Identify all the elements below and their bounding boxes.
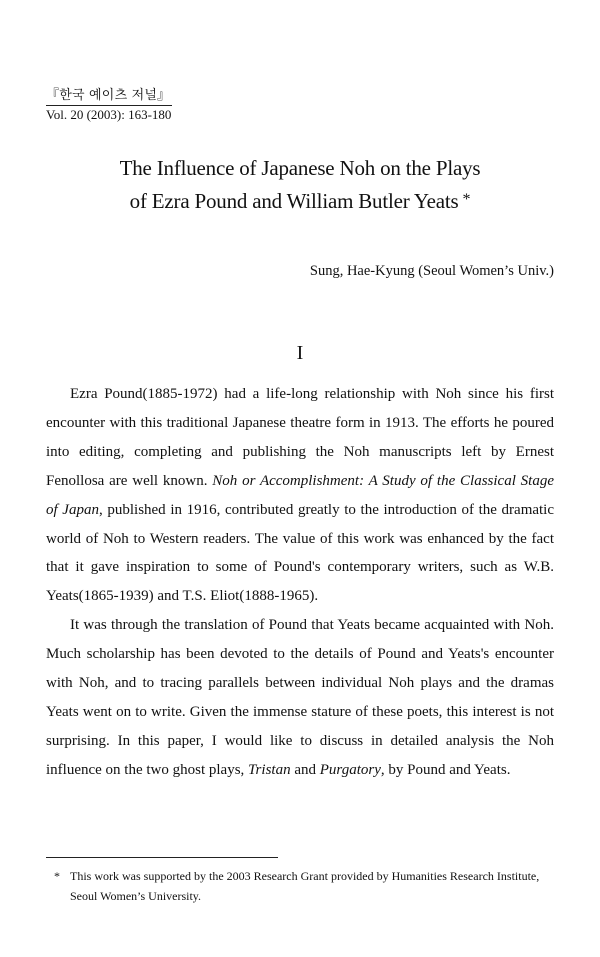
journal-volume-line: Vol. 20 (2003): 163-180 — [46, 107, 172, 122]
footnote — [54, 866, 554, 906]
title-line-2-wrap — [0, 185, 600, 220]
footnote-line-2: Seoul Women’s University. — [70, 889, 202, 903]
footnote-rule — [46, 857, 278, 858]
paragraph-1-text-b: , published in 1916, contributed greatly to the introduction of the dramatic world of Noh to Western readers. The value of this work was enhanced by the fact that it gave inspiration to some of Pound's contemporary writers, such as W.B. Yeats(1865-1939) and T.S. Eliot(1888-1965). — [46, 501, 555, 605]
paragraph-2-text-a: It was through the translation of Pound that Yeats became acquainted with Noh. Much scholarship has been devoted to the details of Pound and Yeats's encounter with Noh, and to tracing parallels between individual Noh plays and the dramas Yeats went on to write. Given the immense stature of these poets, this interest is not surprising. In this paper, I would like to discuss in detailed analysis the Noh influence on the two ghost plays, — [46, 617, 554, 778]
journal-name: 『한국 예이츠 저널』 — [46, 88, 171, 103]
journal-header-rule — [46, 105, 172, 106]
paragraph-2-text-b: and — [290, 761, 320, 778]
paragraph-2-italic-purgatory: Purgatory — [319, 761, 381, 778]
title-line-2: of Ezra Pound and William Butler Yeats — [129, 189, 459, 213]
author-affiliation: Sung, Hae-Kyung (Seoul Women’s Univ.) — [309, 263, 554, 279]
body-text — [46, 380, 554, 785]
paragraph-1-italic-title: Noh or Accomplishment: A Study of the Classical Stage of Japan — [46, 472, 554, 518]
footnote-line-1: This work was supported by the 2003 Research Grant provided by Humanities Research Institute, — [70, 869, 540, 883]
title-line-1: The Influence of Japanese Noh on the Plays — [119, 156, 481, 180]
journal-header — [46, 88, 172, 123]
section-number: I — [296, 342, 304, 364]
paragraph-1-text-a: Ezra Pound(1885-1972) had a life-long relationship with Noh since his first encounter with this traditional Japanese theatre form in 1913. The efforts he poured into editing, completing and publishing the Noh manuscripts left by Ernest Fenollosa are well known. — [46, 386, 554, 489]
paragraph-2-italic-tristan: Tristan — [248, 761, 291, 778]
paragraph-2-text-c: , by Pound and Yeats. — [380, 761, 511, 778]
paragraph-1 — [46, 380, 554, 611]
title-footnote-mark: * — [462, 191, 471, 208]
paragraph-2 — [46, 611, 554, 784]
paper-title — [0, 152, 600, 220]
footnote-mark: * — [54, 869, 60, 883]
